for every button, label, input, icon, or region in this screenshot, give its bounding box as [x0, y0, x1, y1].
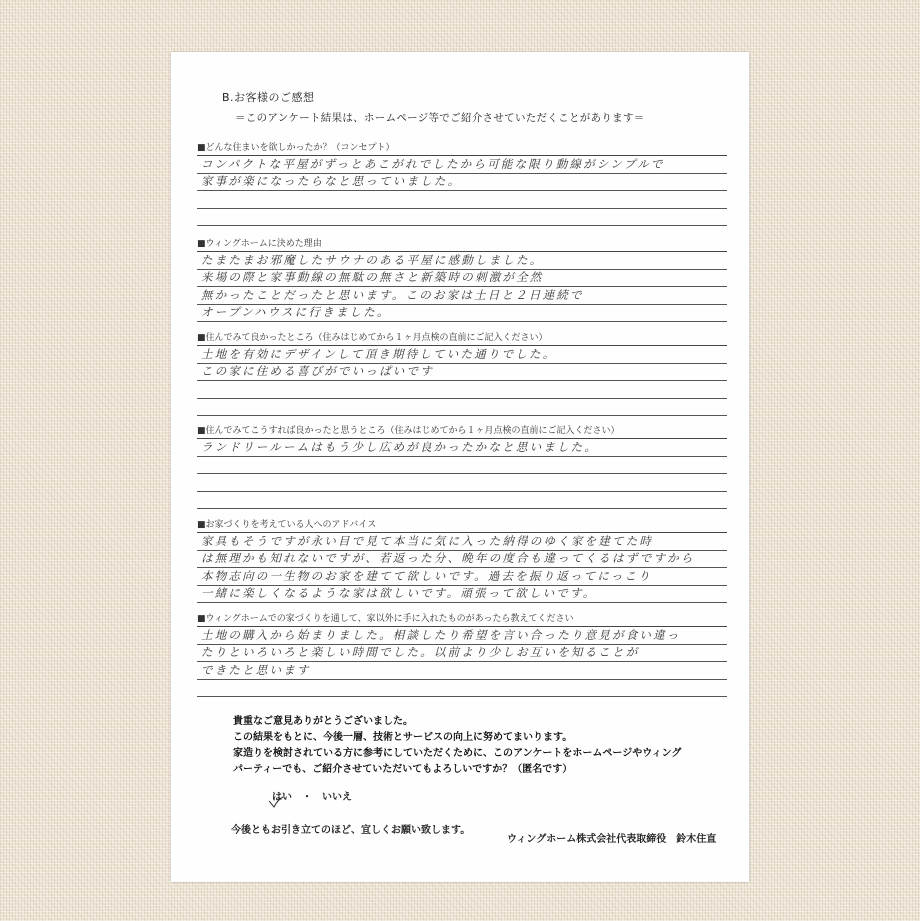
section-label: ■住んでみて良かったところ（住みはじめてから１ヶ月点検の直前にご記入ください）: [197, 333, 548, 343]
closing-thanks: 貴重なご意見ありがとうございました。: [233, 716, 413, 727]
handwritten-line: たまたまお邪魔したサウナのある平屋に感動しました。: [201, 252, 544, 267]
section-label: ■どんな住まいを欲しかったか？（コンセプト）: [197, 143, 395, 153]
check-mark-icon: [268, 796, 284, 808]
handwritten-line: この家に住める喜びがでいっぱいです: [201, 364, 434, 378]
handwritten-line: 本物志向の一生物のお家を建てて欲しいです。過去を振り返ってにっこり: [201, 568, 652, 583]
consent-yes-no: はい ・ いいえ: [272, 792, 352, 803]
handwritten-line: オープンハウスに行きました。: [201, 305, 391, 319]
section-advice: [197, 519, 727, 603]
section-good-points: [197, 332, 727, 416]
handwritten-line: 土地を有効にデザインして頂き期待していた通りでした。: [201, 346, 557, 361]
page-title: B.お客様のご感想: [222, 91, 315, 104]
handwritten-line: できたと思います: [201, 662, 311, 677]
consent-choice: [272, 788, 352, 803]
section-label: ■ウィングホームでの家づくりを通して、家以外に手に入れたものがあったら教えてください: [197, 614, 574, 624]
handwritten-line: コンパクトな平屋がずっとあこがれでしたから可能な限り動線がシンプルで: [201, 156, 665, 171]
final-greeting: 今後ともお引き立てのほど、宜しくお願い致します。: [231, 825, 471, 836]
handwritten-line: 無かったことだったと思います。このお家は土日と２日連続で: [201, 287, 584, 302]
section-concept: [197, 142, 727, 226]
page-subtitle: ＝このアンケート結果は、ホームページ等でご紹介させていただくことがあります＝: [235, 112, 645, 124]
section-gains: [197, 613, 727, 697]
handwritten-line: 家事が楽になったらなと思っていました。: [201, 174, 462, 188]
handwritten-line: たりといろいろと楽しい時間でした。以前より少しお互いを知ることが: [201, 645, 640, 659]
closing-request-cont: パーティーでも、ご紹介させていただいてもよろしいですか？（匿名です）: [233, 764, 573, 775]
survey-sheet: [171, 52, 749, 882]
section-improvements: [197, 425, 727, 509]
closing-request: 家造りを検討されている方に参考にしていただくために、このアンケートをホームページやウィング: [233, 748, 682, 759]
handwritten-line: は無理かも知れないですが、若返った分、晩年の度合も違ってくるはずですから: [201, 551, 695, 565]
section-reason: [197, 238, 727, 322]
section-label: ■お家づくりを考えている人へのアドバイス: [197, 520, 377, 530]
handwritten-line: ランドリールームはもう少し広めが良かったかなと思いました。: [201, 439, 599, 454]
section-label: ■ウィングホームに決めた理由: [197, 239, 322, 249]
handwritten-line: 来場の際と家事動線の無駄の無さと新築時の刺激が全然: [201, 270, 544, 284]
section-label: ■住んでみてこうすれば良かったと思うところ（住みはじめてから１ヶ月点検の直前にご記入ください）: [197, 426, 620, 436]
handwritten-line: 一緒に楽しくなるような家は欲しいです。頑張って欲しいです。: [201, 586, 597, 600]
company-signature: ウィングホーム株式会社代表取締役 鈴木住直: [507, 834, 717, 845]
handwritten-line: 家具もそうですが永い目で見て本当に気に入った納得のゆく家を建てた時: [201, 533, 654, 548]
handwritten-line: 土地の購入から始まりました。相談したり希望を言い合ったり意見が食い違っ: [201, 627, 681, 642]
closing-commitment: この結果をもとに、今後一層、技術とサービスの向上に努めてまいります。: [233, 732, 573, 743]
